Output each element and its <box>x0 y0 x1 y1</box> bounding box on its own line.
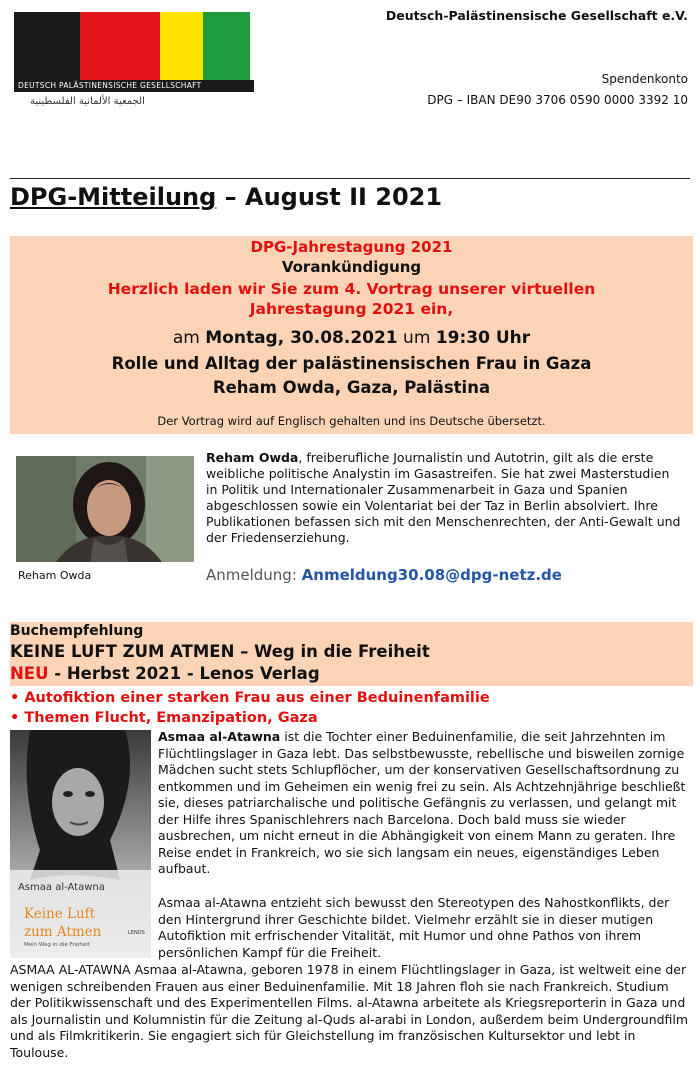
page-title <box>10 183 442 211</box>
book-paragraph-1 <box>158 729 688 878</box>
invite-line-2: Jahrestagung 2021 ein, <box>249 300 454 318</box>
book-section-label: Buchempfehlung <box>10 623 144 639</box>
book-cover <box>10 730 151 958</box>
logo-stripe-yellow <box>160 12 203 80</box>
date-line <box>10 328 693 348</box>
neu-badge: NEU <box>10 664 49 683</box>
speaker-bio-name: Reham Owda <box>206 450 299 465</box>
book-bullet-2: • Themen Flucht, Emanzipation, Gaza <box>10 710 318 726</box>
dpg-logo <box>14 12 250 90</box>
speaker-photo-caption: Reham Owda <box>18 569 92 582</box>
book-paragraph-2: Asmaa al-Atawna entzieht sich bewusst den Stereotypen des Nahostkonflikts, der den Hintergrund ihrer Geschichte bildet. Vielmehr erzählt sie in dieser mutigen Autofiktion mit erfrischender Vitalität, mit Humor und ohne Pathos von ihrem persönlichen Kampf für die Freiheit. <box>158 895 670 960</box>
announcement-box <box>10 236 693 434</box>
event-name: DPG-Jahrestagung 2021 <box>250 238 453 256</box>
registration-line <box>206 566 562 584</box>
logo-stripe-black <box>14 12 80 80</box>
event-speaker: Reham Owda, Gaza, Palästina <box>212 378 491 397</box>
book-release: - Herbst 2021 - Lenos Verlag <box>48 664 320 683</box>
p1-text: ist die Tochter einer Beduinenfamilie, die seit Jahrzehnten im Flüchtlingslager in Gaza lebt. Das selbstbewusste, rebellische und bisweilen zornige Mädchen sucht stets Schlupflöcher, um der konservativen Gesellschaftsordnung zu entkommen und im Geheimen ein wenig frei zu sein. Als Achtzehnjährige beschließt sie, dieses patriarchalische und politische Gefängnis zu verlassen, und gelangt mit der Hilfe ihres Spanischlehrers nach Barcelona. Doch bald muss sie wieder ausbrechen, um nicht erneut in die Abhängigkeit von einem Mann zu geraten. Ihre Reise endet in Frankreich, wo sie sich langsam ein neues, eigenständiges Leben aufbaut. <box>158 729 686 876</box>
spendenkonto-label: Spendenkonto <box>601 72 688 86</box>
registration-email-link[interactable]: Anmeldung30.08@dpg-netz.de <box>301 566 562 584</box>
cover-title-1: Keine Luft <box>24 906 96 922</box>
speaker-bio <box>206 450 681 546</box>
title-underlined: DPG-Mitteilung <box>10 183 217 211</box>
logo-stripe-green <box>203 12 250 80</box>
logo-band-text: DEUTSCH PALÄSTINENSISCHE GESELLSCHAFT <box>14 80 254 92</box>
am-text: am <box>172 328 206 348</box>
title-rest: – August II 2021 <box>216 183 443 211</box>
speaker-photo <box>16 456 194 562</box>
event-topic: Rolle und Alltag der palästinensischen Frau in Gaza <box>111 354 592 373</box>
book-header-box <box>10 622 693 686</box>
logo-arabic-text: الجمعية الألمانية الفلسطينية <box>30 96 145 107</box>
logo-stripe-red <box>80 12 160 80</box>
book-bullet-1: • Autofiktion einer starken Frau aus einer Beduinenfamilie <box>10 690 490 706</box>
book-release-line <box>10 664 320 683</box>
book-title: KEINE LUFT ZUM ATMEN – Weg in die Freiheit <box>10 642 430 661</box>
header-divider <box>10 178 690 179</box>
event-date: Montag, 30.08.2021 <box>205 328 398 348</box>
cover-author: Asmaa al-Atawna <box>18 882 105 893</box>
book-paragraph-3: ASMAA AL-ATAWNA Asmaa al-Atawna, geboren 1978 in einem Flüchtlingslager in Gaza, ist weltweit eine der wenigen schreibenden Frauen aus einer Beduinenfamilie. Mit 18 Jahren floh sie nach Frankreich. Studium der Politikwissenschaft und des Experimentellen Films. al-Atawna arbeitete als Kriegsreporterin in Gaza und als Journalistin und Kolumnistin für die Zeitung al-Quds al-arabi in London, außerdem beim Undergroundfilm und als Filmkritikerin. Sie engagiert sich für Gleichstellung im französischen Kultursektor und lebt in Toulouse. <box>10 962 689 1060</box>
p1-author-name: Asmaa al-Atawna <box>158 729 281 744</box>
language-note: Der Vortrag wird auf Englisch gehalten und ins Deutsche übersetzt. <box>157 414 546 428</box>
um-text: um <box>397 328 436 348</box>
iban-line: DPG – IBAN DE90 3706 0590 0000 3392 10 <box>427 93 688 107</box>
event-time: 19:30 Uhr <box>435 328 531 348</box>
vorankuendigung: Vorankündigung <box>281 258 422 276</box>
speaker-bio-text: , freiberufliche Journalistin und Autotrin, gilt als die erste weibliche politische Analystin im Gasastreifen. Sie hat zwei Masterstudien in Politik und Internationaler Zusammenarbeit in Gaza und Spanien abgeschlossen sowie ein Volentariat bei der Taz in Berlin absolviert. Ihre Publikationen befassen sich mit den Menschenrechten, der Anti-Gewalt und der Friedenserziehung. <box>206 450 681 545</box>
speaker-portrait-image <box>16 456 194 562</box>
cover-title-2: zum Atmen <box>24 924 102 940</box>
invite-line-1: Herzlich laden wir Sie zum 4. Vortrag unserer virtuellen <box>107 280 596 298</box>
registration-label: Anmeldung: <box>206 566 302 584</box>
cover-subtitle: Mein Weg in die Freiheit <box>24 942 90 948</box>
cover-publisher: LENOS <box>128 930 145 936</box>
organization-name: Deutsch-Palästinensische Gesellschaft e.V. <box>385 8 688 23</box>
